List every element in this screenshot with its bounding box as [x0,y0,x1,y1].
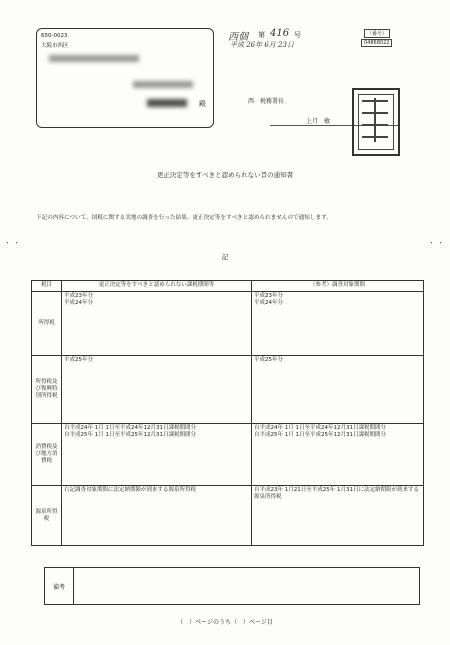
doc-prefix: 西個 [228,32,248,43]
punch-marks-left: ・・ [4,239,22,247]
number-badge-value: 04868022 [361,39,392,47]
header-investigation-period: （参考）調査対象期間 [252,281,424,292]
row-col2 [252,424,424,486]
cell-line: 平成24年分 [64,300,93,306]
row-col2 [252,292,424,356]
cell-line: 自平成24年 1月 1日至平成24年12月31日課税期間分 [64,425,196,431]
cell-line: 自平成25年 1月 1日至平成25年12月31日課税期間分 [64,432,196,438]
doc-dai: 第 [258,31,265,39]
cell-line: 自平成24年 1月 1日至平成24年12月31日課税期間分 [254,425,386,431]
document-number-header [228,28,428,50]
table-row [32,292,424,356]
punch-marks-right: ・・ [428,239,446,247]
official-seal [352,88,400,156]
cell-line: 平成25年分 [64,357,93,363]
notice-body: 下記の内容について、国税に関する実地の調査を行った結果、更正決定等をすべきと認められませんので通知します。 [36,215,332,221]
cell-line: 右記調査対象期間に法定納期限が到来する源泉所得税 [64,487,197,493]
cell-line: 平成24年分 [254,300,283,306]
row-col1 [62,356,252,424]
cell-line: 平成23年分 [64,293,93,299]
redacted-company [133,81,193,88]
address-box [36,28,214,128]
header-tax-item: 税目 [32,281,62,292]
table-row [32,486,424,546]
row-col2 [252,356,424,424]
notice-title: 更正決定等をすべきと認められない旨の通知書 [156,171,294,179]
row-category: 所得税及び復興特別所得税 [32,356,62,424]
row-col2 [252,486,424,546]
row-col1 [62,292,252,356]
row-category: 所得税 [32,292,62,356]
tax-period-table [31,280,424,546]
honorific: 殿 [199,100,206,108]
page-footer: （ ）ページのうち（ ）ページ目 [177,619,273,626]
row-col1 [62,424,252,486]
cell-line: 自平成25年 1月 1日至平成25年12月31日課税期間分 [254,432,386,438]
cell-line: 平成25年分 [254,357,283,363]
row-category: 消費税及び地方消費税 [32,424,62,486]
doc-number: 416 [270,28,290,39]
doc-go: 号 [294,31,301,39]
sender-name: 上月 敏 [306,118,331,125]
remarks-label: 備考 [45,568,74,604]
redacted-name [147,99,187,107]
doc-date: 平成 26年 6月 23日 [230,41,294,49]
postal-code: 650-0023 [41,33,68,39]
sender-office: 西 税務署長 [248,98,285,105]
recipient-city: 大阪市西区 [41,43,69,49]
header-no-correction-period: 更正決定等をすべきと認められない課税期間等 [62,281,252,292]
table-row [32,424,424,486]
ki-heading: 記 [221,253,229,261]
cell-line: 自平成23年 1月21日至平成25年 1月31日に法定納期限が到来する源泉所得税 [254,487,419,500]
number-badge-label: （番号） [364,29,390,38]
remarks-box [44,567,420,605]
redacted-address [49,55,139,62]
table-header-row [32,281,424,292]
table-row [32,356,424,424]
cell-line: 平成23年分 [254,293,283,299]
row-col1 [62,486,252,546]
row-category: 源泉所得税 [32,486,62,546]
